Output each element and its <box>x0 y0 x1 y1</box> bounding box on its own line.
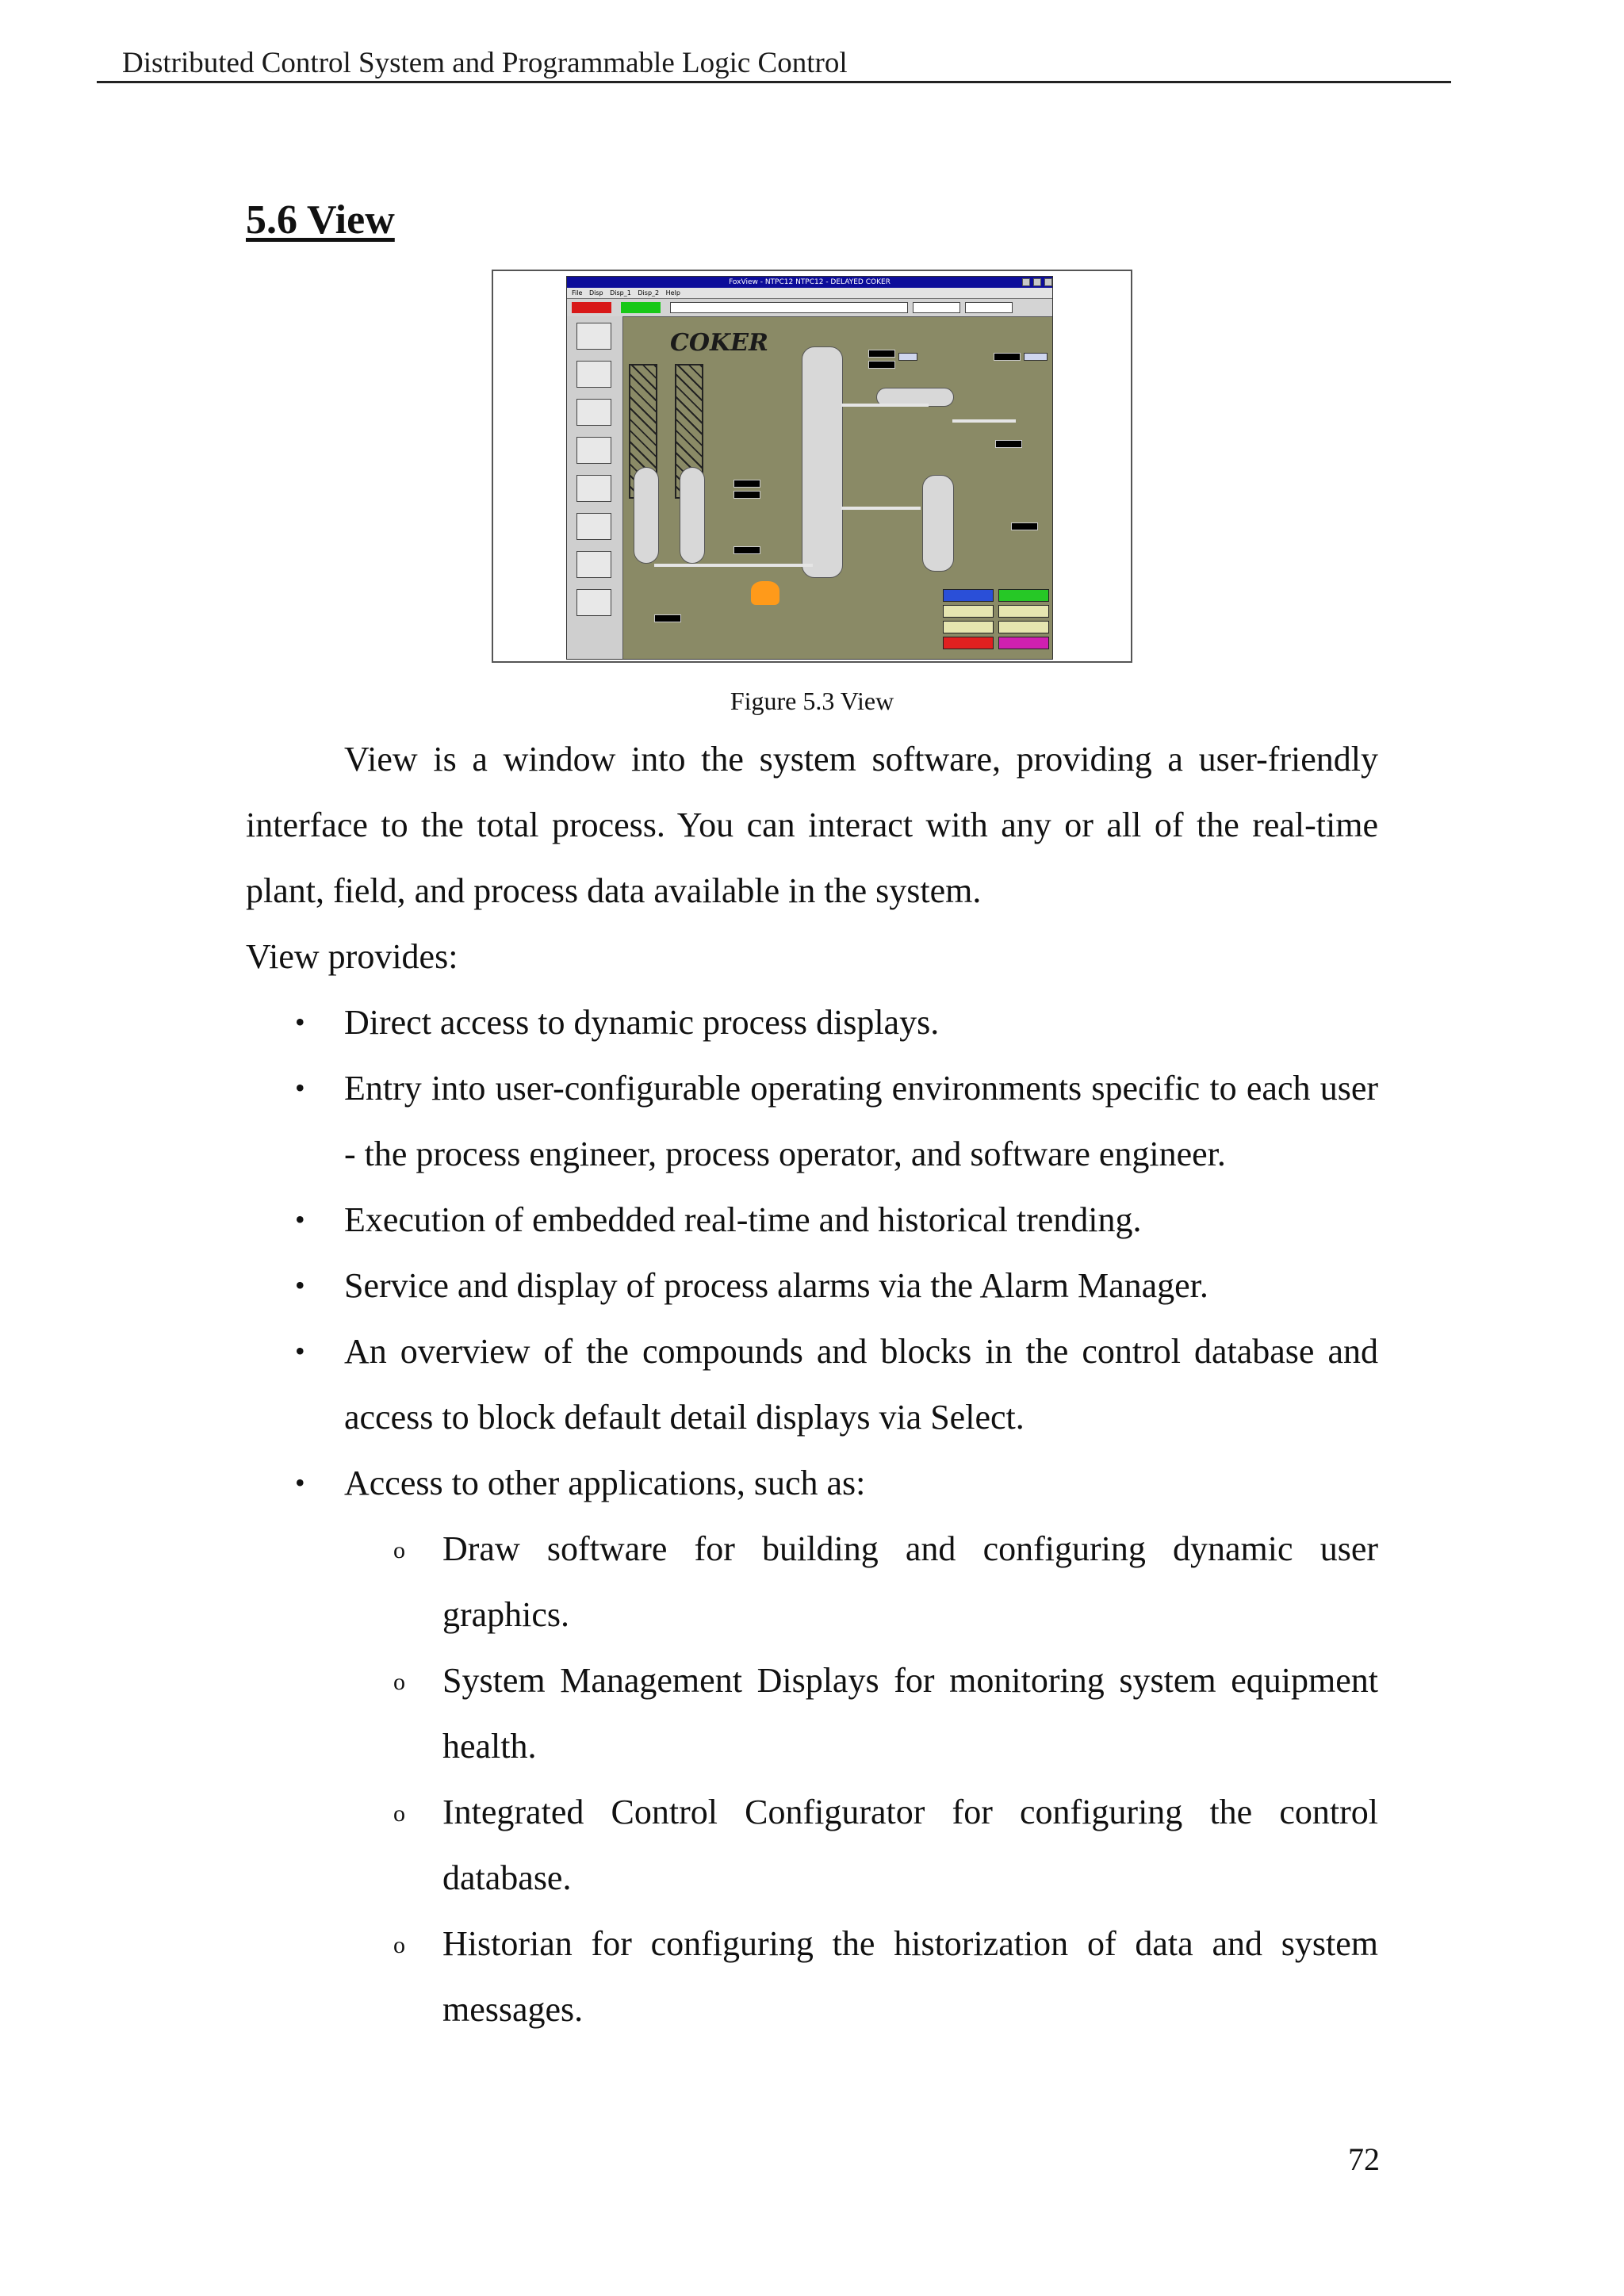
list-item: • Execution of embedded real-time and historical trending. <box>246 1187 1378 1253</box>
sub-list-item: o Integrated Control Configurator for configuring the control database. <box>246 1779 1378 1911</box>
list-item: • Entry into user-configurable operating environments specific to each user - the process engineer, process operator, and software engineer. <box>246 1055 1378 1187</box>
process-readout <box>868 350 895 358</box>
pipe <box>952 419 1016 423</box>
window-toolbar <box>567 299 1052 317</box>
menu-file: File <box>572 289 583 297</box>
display-button <box>998 621 1049 633</box>
process-readout <box>654 614 681 622</box>
display-button <box>998 637 1049 649</box>
sub-list-item: o Historian for configuring the historization of data and system messages. <box>246 1911 1378 2042</box>
panel-button <box>576 361 611 388</box>
menu-disp-2: Disp_2 <box>638 289 660 297</box>
bullet-icon: • <box>295 1467 305 1498</box>
provides-label: View provides: <box>246 937 458 976</box>
process-readout <box>1011 522 1038 530</box>
bullet-icon: • <box>295 1203 305 1235</box>
menu-disp-1: Disp_1 <box>610 289 631 297</box>
list-item: • Service and display of process alarms via the Alarm Manager. <box>246 1253 1378 1318</box>
furnace-flame <box>751 581 779 605</box>
maximize-icon <box>1033 278 1041 286</box>
bullet-icon: • <box>295 1269 305 1301</box>
bullet-icon: • <box>295 1335 305 1367</box>
display-button <box>943 637 994 649</box>
process-readout <box>733 546 760 554</box>
unit-tag <box>898 353 917 361</box>
display-button <box>998 605 1049 618</box>
circle-bullet-icon: o <box>393 1669 405 1695</box>
unit-tag <box>1024 353 1048 361</box>
figure-caption: Figure 5.3 View <box>730 687 894 715</box>
panel-button <box>576 399 611 426</box>
process-readout <box>733 480 760 488</box>
fractionator-column <box>802 346 843 578</box>
bullet-list <box>246 989 1378 2042</box>
process-readout <box>733 491 760 499</box>
coke-drum-1 <box>634 467 659 564</box>
display-button <box>998 589 1049 602</box>
page-number: 72 <box>1348 2141 1380 2177</box>
window-titlebar <box>567 277 1052 288</box>
process-readout <box>994 353 1021 361</box>
pipe <box>654 564 813 567</box>
section-heading: 5.6 View <box>246 197 395 243</box>
list-item: • An overview of the compounds and blocks in the control database and access to block default detail displays via Select. <box>246 1318 1378 1450</box>
coke-drum-2 <box>680 467 705 564</box>
pipe <box>841 507 921 510</box>
date-box <box>913 302 960 313</box>
sub-list-item: o System Management Displays for monitoring system equipment health. <box>246 1647 1378 1779</box>
display-button-grid <box>943 589 1051 654</box>
panel-button <box>576 513 611 540</box>
alarm-button-red <box>572 302 611 313</box>
foxview-screenshot <box>566 276 1053 660</box>
running-header <box>97 46 1451 83</box>
gas-oil-stripper <box>922 475 954 572</box>
display-button <box>943 621 994 633</box>
sub-list-item: o Draw software for building and configuring dynamic user graphics. <box>246 1516 1378 1647</box>
window-title: FoxView - NTPC12 NTPC12 - DELAYED COKER <box>729 278 891 286</box>
bullet-icon: • <box>295 1006 305 1038</box>
circle-bullet-icon: o <box>393 1800 405 1827</box>
display-combo <box>670 302 908 313</box>
time-box <box>965 302 1013 313</box>
display-button <box>943 589 994 602</box>
list-item: • Direct access to dynamic process displays. <box>246 989 1378 1055</box>
process-readout <box>868 361 895 369</box>
panel-button <box>576 437 611 464</box>
panel-button <box>576 589 611 616</box>
panel-button <box>576 475 611 502</box>
bullet-icon: • <box>295 1072 305 1104</box>
list-item: • Access to other applications, such as: <box>246 1450 1378 1516</box>
running-header-title: Distributed Control System and Programmable Logic Control <box>122 47 848 79</box>
circle-bullet-icon: o <box>393 1537 405 1563</box>
menu-help: Help <box>665 289 680 297</box>
menu-disp: Disp <box>588 289 603 297</box>
environment-panel <box>567 316 623 660</box>
intro-paragraph: View is a window into the system software, providing a user-friendly interface to the total process. You can interact with any or all of the real-time plant, field, and process data available in the system. <box>246 740 1378 910</box>
pipe <box>841 404 929 407</box>
alarm-button-green <box>621 302 661 313</box>
panel-button <box>576 323 611 350</box>
close-icon <box>1044 278 1052 286</box>
circle-bullet-icon: o <box>393 1932 405 1958</box>
window-menubar <box>567 288 1052 299</box>
panel-button <box>576 551 611 578</box>
display-button <box>943 605 994 618</box>
process-readout <box>995 440 1022 448</box>
minimize-icon <box>1022 278 1030 286</box>
body-text <box>246 726 1378 989</box>
graphic-title: COKER <box>670 329 768 357</box>
figure-frame <box>492 270 1132 663</box>
